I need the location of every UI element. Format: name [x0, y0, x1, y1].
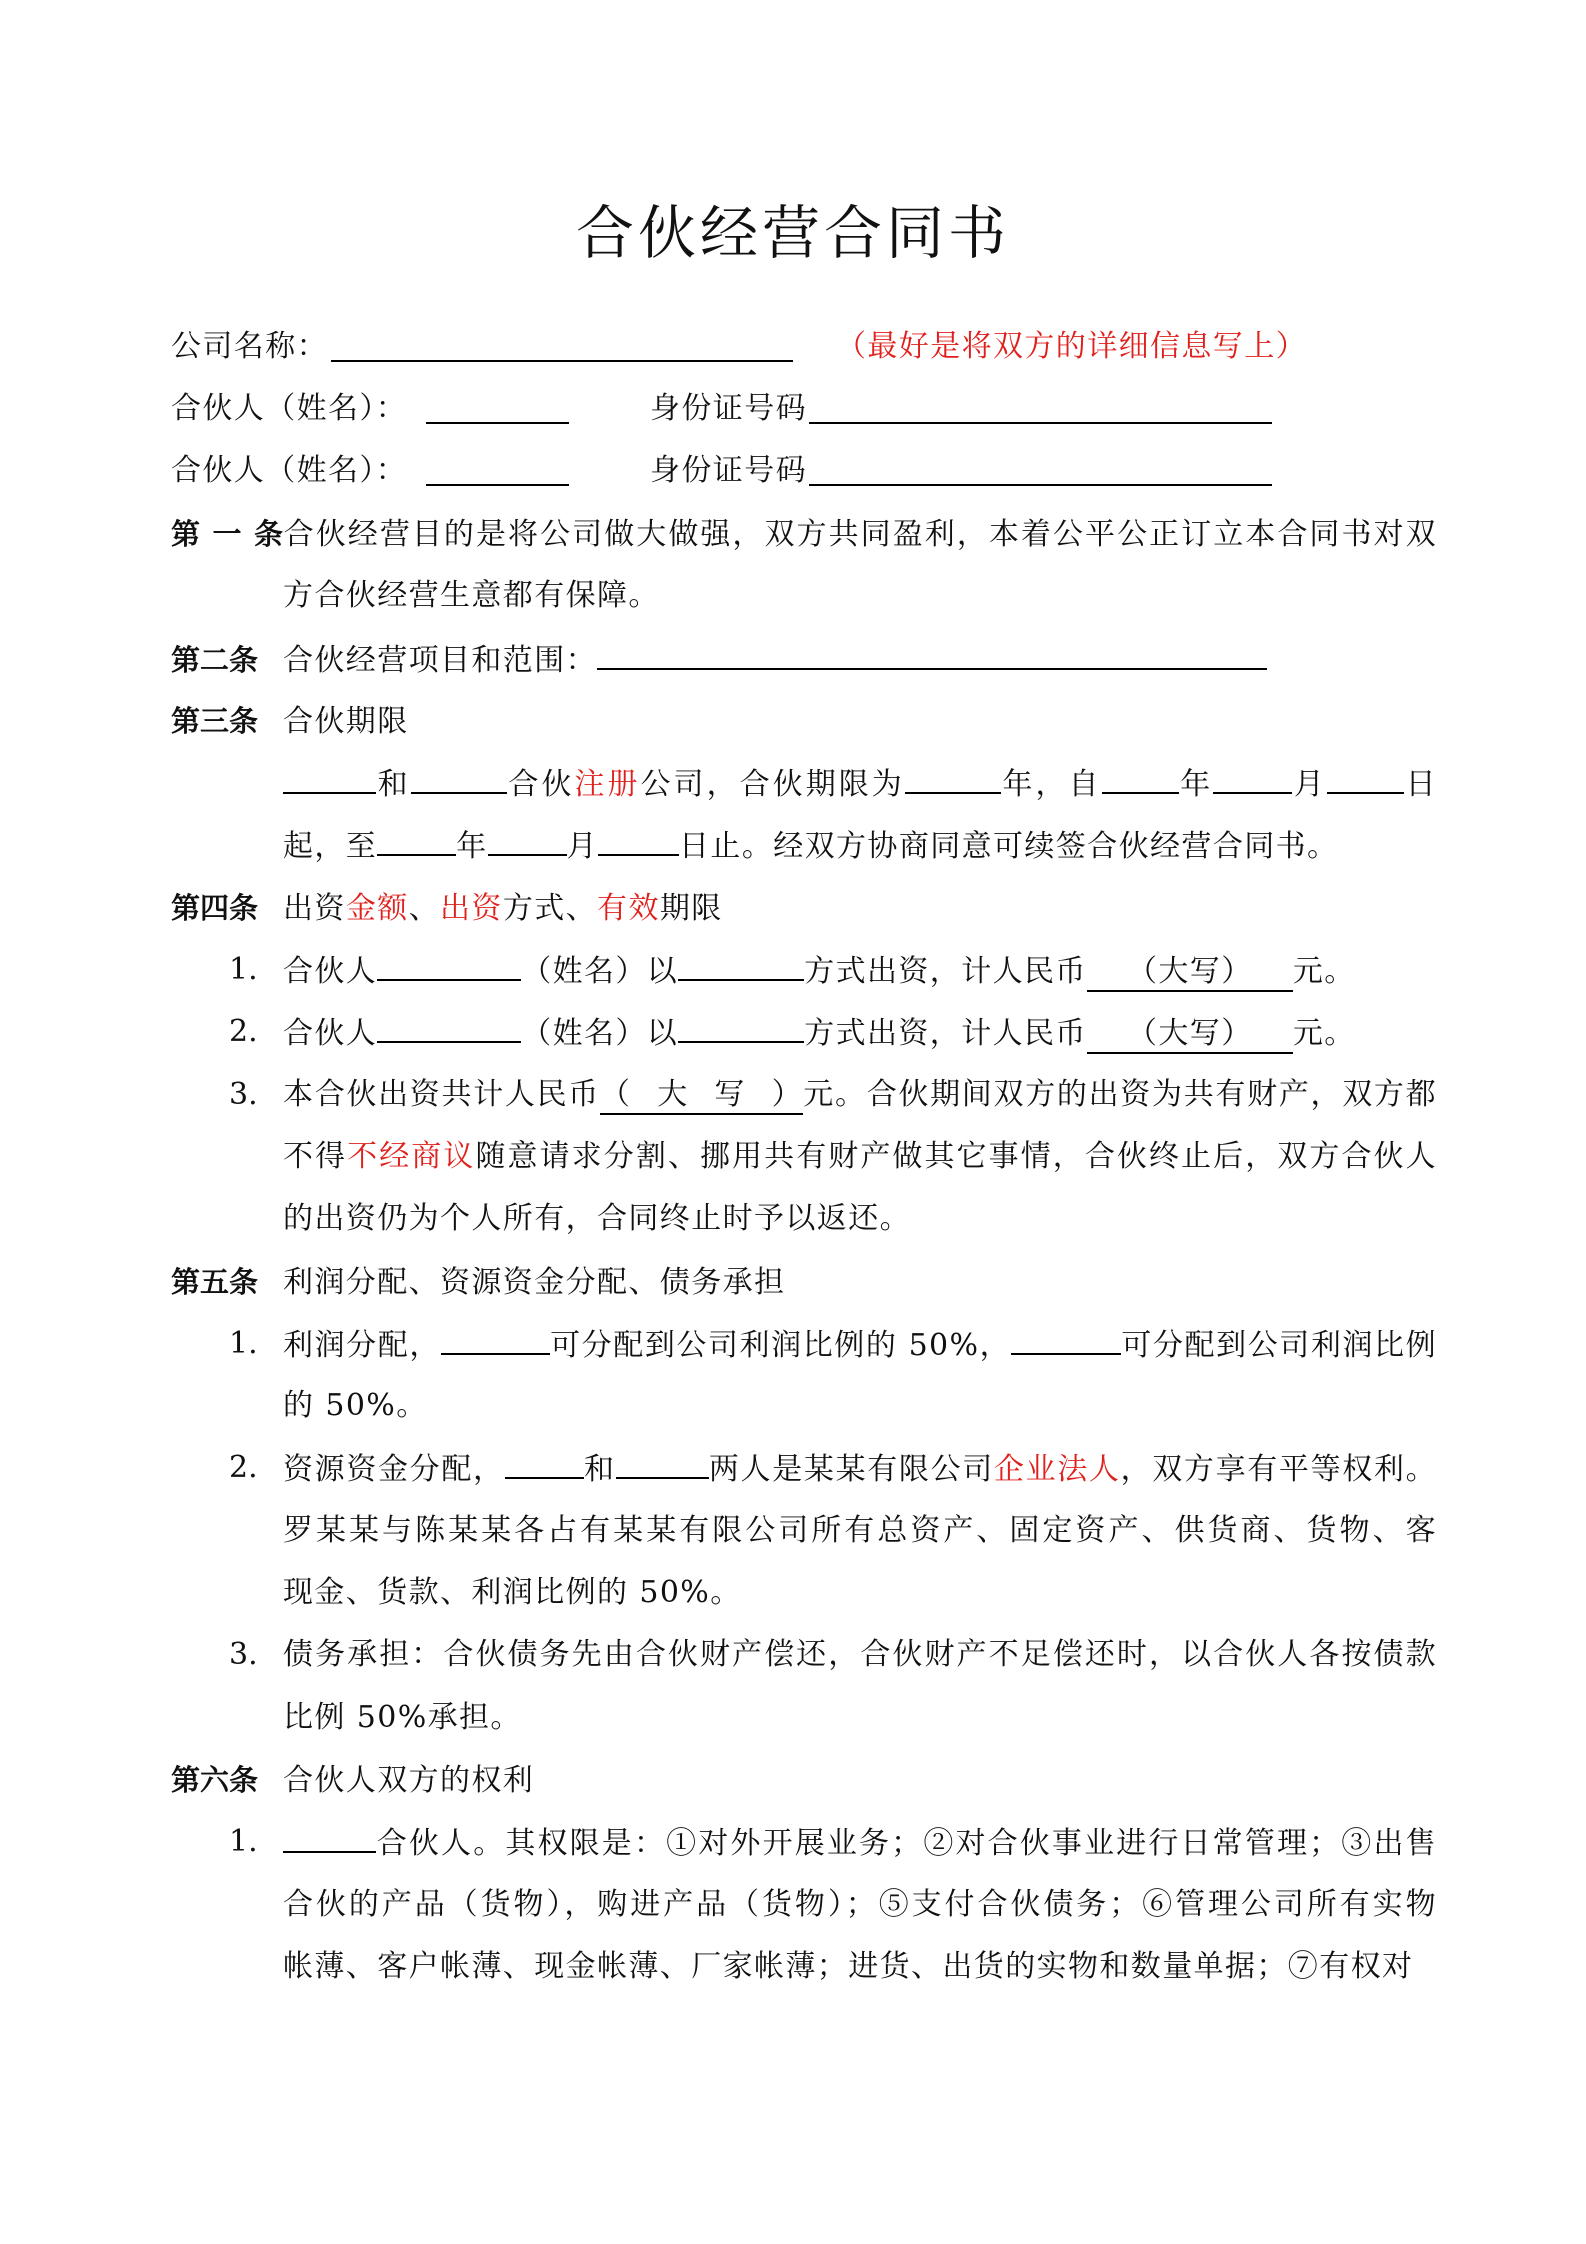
- clause-text: 方合伙经营生意都有保障。: [283, 578, 660, 614]
- article-heading: [171, 1251, 1437, 1313]
- fill-in-blank[interactable]: [616, 1437, 709, 1479]
- fill-in-blank[interactable]: [441, 1313, 550, 1355]
- fill-in-blank[interactable]: [283, 752, 376, 794]
- partner-row-1: [171, 378, 1471, 440]
- fill-in-blank[interactable]: [598, 814, 679, 856]
- clause-text: 元。: [1292, 954, 1356, 990]
- clause-text: 合伙人: [283, 954, 378, 990]
- clause-text: 和: [376, 767, 411, 803]
- item-number: 2.: [229, 1450, 258, 1486]
- clause-text: 利润分配，: [283, 1327, 441, 1363]
- fill-in-blank[interactable]: [1213, 752, 1292, 794]
- fill-in-blank[interactable]: [377, 939, 521, 981]
- item-number: 1.: [229, 1824, 258, 1860]
- clause-text: ，双方享有平等权利。: [1120, 1452, 1437, 1488]
- clause-text: 合伙人双方的权利: [283, 1762, 535, 1798]
- list-item-line: [171, 1126, 1437, 1188]
- clause-text: 期限: [659, 890, 723, 926]
- article-text-line: [171, 565, 1437, 627]
- clause-text: 罗某某与陈某某各占有某某有限公司所有总资产、固定资产、供货商、货物、客: [283, 1512, 1437, 1548]
- partner-name-field[interactable]: [426, 440, 569, 486]
- article-heading: [171, 1749, 1437, 1811]
- clause-text: 、: [408, 890, 441, 926]
- clause-text: 日止。经双方协商同意可续签合伙经营合同书。: [679, 829, 1339, 865]
- fill-in-blank[interactable]: [377, 814, 456, 856]
- list-item-line: [171, 1936, 1437, 1998]
- fill-in-blank[interactable]: [283, 1811, 376, 1853]
- clause-text: 公司，合伙期限为: [640, 767, 905, 803]
- list-item-line: [171, 1313, 1437, 1375]
- clause-text: 比例 50%承担。: [283, 1699, 522, 1735]
- fill-in-note: （最好是将双方的详细信息写上）: [836, 329, 1307, 364]
- id-number-label: 身份证号码: [650, 391, 807, 426]
- fill-in-blank[interactable]: （大写）: [1087, 1012, 1293, 1054]
- list-item-line: [171, 1624, 1437, 1686]
- fill-in-blank[interactable]: [488, 814, 567, 856]
- clause-text: 合伙经营项目和范围：: [283, 642, 597, 678]
- clause-text: 元。: [1292, 1016, 1356, 1052]
- clause-text: 资源资金分配，: [283, 1452, 505, 1488]
- clause-text: 年: [1178, 767, 1214, 803]
- highlighted-term: 有效: [597, 890, 660, 926]
- clause-text: 合伙人。其权限是：①对外开展业务；②对合伙事业进行日常管理；③出售: [376, 1826, 1437, 1862]
- clause-text: 方式、: [502, 890, 598, 926]
- clause-text: 的 50%。: [283, 1388, 428, 1424]
- clause-text: 月: [1292, 767, 1327, 803]
- highlighted-term: 企业法人: [993, 1452, 1121, 1488]
- list-item-line: [171, 1064, 1437, 1126]
- company-name-row: [171, 316, 1471, 378]
- clause-text: 可分配到公司利润比例的 50%，: [549, 1327, 1012, 1363]
- fill-in-blank[interactable]: [678, 939, 804, 981]
- clause-text: 和: [583, 1452, 616, 1488]
- list-item-line: [171, 1437, 1437, 1499]
- clause-text: 合伙的产品（货物），购进产品（货物）；⑤支付合伙债务；⑥管理公司所有实物: [283, 1886, 1437, 1922]
- highlighted-term: 金额: [345, 890, 409, 926]
- item-number: 1.: [229, 952, 258, 988]
- clause-text: （姓名）以: [521, 954, 679, 990]
- id-number-label: 身份证号码: [650, 453, 807, 488]
- company-name-field[interactable]: [331, 316, 793, 362]
- clause-text: 方式出资，计人民币: [804, 1016, 1087, 1052]
- highlighted-term: 出资: [440, 890, 503, 926]
- fill-in-blank[interactable]: [411, 752, 507, 794]
- clause-text: 合伙人: [283, 1016, 378, 1052]
- item-number: 2.: [229, 1014, 258, 1050]
- list-item-line: [171, 1001, 1437, 1063]
- contract-body: [171, 503, 1437, 1998]
- article-heading: [171, 628, 1437, 690]
- clause-text: 的出资仍为个人所有，合同终止时予以返还。: [283, 1201, 911, 1237]
- article-label: 第四条: [171, 890, 259, 925]
- fill-in-blank[interactable]: （大写）: [600, 1073, 803, 1115]
- partner-name-field[interactable]: [426, 378, 569, 424]
- fill-in-blank[interactable]: [1327, 752, 1404, 794]
- highlighted-term: 不经商议: [347, 1138, 476, 1174]
- article-body-line: [171, 752, 1437, 814]
- list-item-line: [171, 1562, 1437, 1624]
- article-heading: [171, 877, 1437, 939]
- clause-text: 债务承担：合伙债务先由合伙财产偿还，合伙财产不足偿还时，以合伙人各按债款: [283, 1637, 1437, 1673]
- clause-text: 月: [566, 829, 599, 865]
- fill-in-blank[interactable]: [1011, 1313, 1121, 1355]
- clause-text: 现金、货款、利润比例的 50%。: [283, 1575, 742, 1611]
- article-label: 第一条: [171, 517, 283, 551]
- document-title: 合伙经营合同书: [575, 199, 1010, 267]
- fill-in-blank[interactable]: [1102, 752, 1179, 794]
- clause-text: 合伙期限: [283, 703, 409, 739]
- company-name-label: 公司名称：: [171, 329, 328, 364]
- id-number-field[interactable]: [809, 378, 1272, 424]
- article-label: 第二条: [171, 642, 259, 677]
- clause-text: 起，至: [283, 829, 378, 865]
- list-item-line: [171, 1874, 1437, 1936]
- clause-text: 年: [456, 829, 488, 865]
- clause-text: 日: [1403, 767, 1437, 803]
- fill-in-blank[interactable]: [377, 1001, 521, 1043]
- fill-in-blank[interactable]: [505, 1437, 584, 1479]
- clause-text: 年，自: [1000, 767, 1102, 803]
- partner-name-label: 合伙人（姓名）：: [171, 391, 408, 426]
- highlighted-term: 注册: [574, 767, 641, 803]
- list-item-line: [171, 1188, 1437, 1250]
- clause-text: 合伙: [506, 767, 575, 803]
- clause-text: 随意请求分割、挪用共有财产做其它事情，合伙终止后，双方合伙人: [475, 1138, 1437, 1174]
- clause-text: 两人是某某有限公司: [708, 1452, 994, 1488]
- clause-text: 出资: [283, 890, 346, 926]
- clause-text: （姓名）以: [521, 1016, 679, 1052]
- partner-name-label: 合伙人（姓名）：: [171, 453, 408, 488]
- clause-text: 合伙经营目的是将公司做大做强，双方共同盈利，本着公平公正订立本合同书对双: [283, 517, 1437, 552]
- article-label: 第六条: [171, 1762, 259, 1797]
- clause-text: 利润分配、资源资金分配、债务承担: [283, 1264, 786, 1300]
- fill-in-blank[interactable]: （大写）: [1087, 950, 1293, 992]
- item-number: 3.: [229, 1637, 258, 1673]
- list-item-line: [171, 1687, 1437, 1749]
- clause-text: 方式出资，计人民币: [804, 954, 1087, 990]
- list-item-line: [171, 1500, 1437, 1562]
- clause-text: 帐薄、客户帐薄、现金帐薄、厂家帐薄；进货、出货的实物和数量单据；⑦有权对: [283, 1948, 1414, 1984]
- clause-text: 元。合伙期间双方的出资为共有财产，双方都: [803, 1076, 1437, 1112]
- list-item-line: [171, 939, 1437, 1001]
- fill-in-blank[interactable]: [678, 1001, 804, 1043]
- article-heading: [171, 503, 1437, 565]
- fill-in-blank[interactable]: [597, 628, 1267, 670]
- article-body-line: [171, 814, 1437, 876]
- article-label: 第五条: [171, 1264, 259, 1299]
- article-heading: [171, 690, 1437, 752]
- fill-in-blank[interactable]: [905, 752, 1001, 794]
- id-number-field[interactable]: [809, 440, 1272, 486]
- list-item-line: [171, 1811, 1437, 1873]
- article-label: 第三条: [171, 703, 259, 738]
- clause-text: 本合伙出资共计人民币: [283, 1076, 600, 1112]
- list-item-line: [171, 1375, 1437, 1437]
- partner-row-2: [171, 440, 1471, 502]
- clause-text: 不得: [283, 1138, 348, 1174]
- clause-text: 可分配到公司利润比例: [1121, 1327, 1437, 1363]
- item-number: 1.: [229, 1325, 258, 1361]
- item-number: 3.: [229, 1076, 258, 1112]
